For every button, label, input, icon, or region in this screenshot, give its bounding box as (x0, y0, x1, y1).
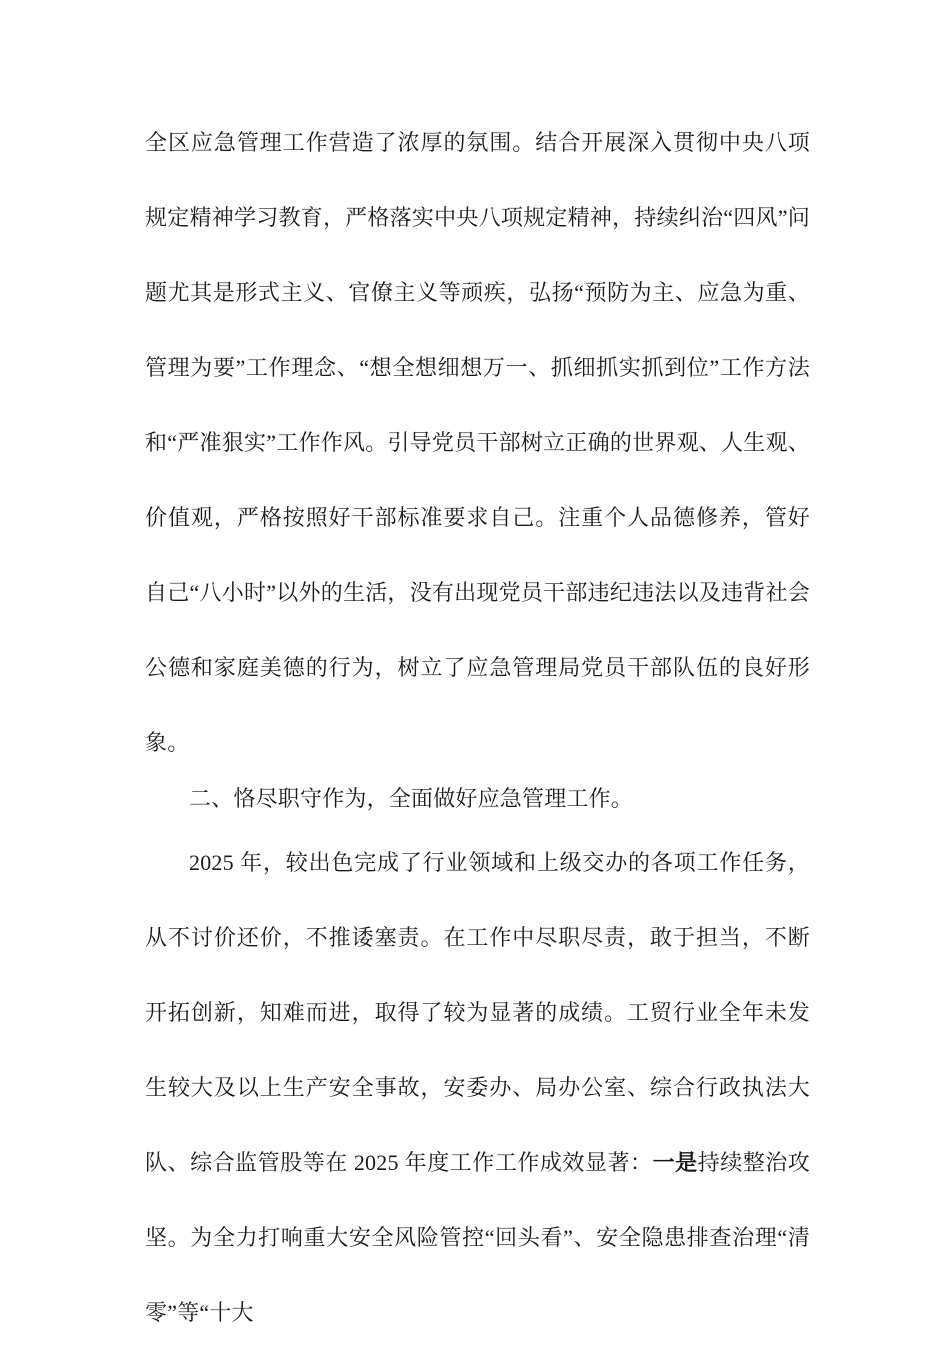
paragraph-body-2 (145, 825, 810, 1350)
section-heading: 二、恪尽职守作为，全面做好应急管理工作。 (189, 786, 634, 811)
paragraph-2-text-start: 2025 年，较出色完成了行业领域和上级交办的各项工作任务，从不讨价还价，不推诿塞责。在工作中尽职尽责，敢于担当，不断开拓创新，知难而进，取得了较为显著的成绩。工贸行业全年未发生较大及以上生产安全事故，安委办、局办公室、综合行政执法大队、综合监管股等在 2025 年度工作工作成效显著： (145, 850, 810, 1175)
paragraph-body-1: 全区应急管理工作营造了浓厚的氛围。结合开展深入贯彻中央八项规定精神学习教育，严格落实中央八项规定精神，持续纠治“四风”问题尤其是形式主义、官僚主义等顽疾，弘扬“预防为主、应急为重、管理为要”工作理念、“想全想细想万一、抓细抓实抓到位”工作方法和“严准狠实”工作作风。引导党员干部树立正确的世界观、人生观、价值观，严格按照好干部标准要求自己。注重个人品德修养，管好自己“八小时”以外的生活，没有出现党员干部违纪违法以及违背社会公德和家庭美德的行为，树立了应急管理局党员干部队伍的良好形象。 (145, 130, 810, 755)
paragraph-2-text-end: 持续整治攻坚。为全力打响重大安全风险管控“回头看”、安全隐患排查治理“清零”等“十大 (145, 1150, 810, 1325)
paragraph-2-bold-marker: 一是 (652, 1150, 698, 1175)
